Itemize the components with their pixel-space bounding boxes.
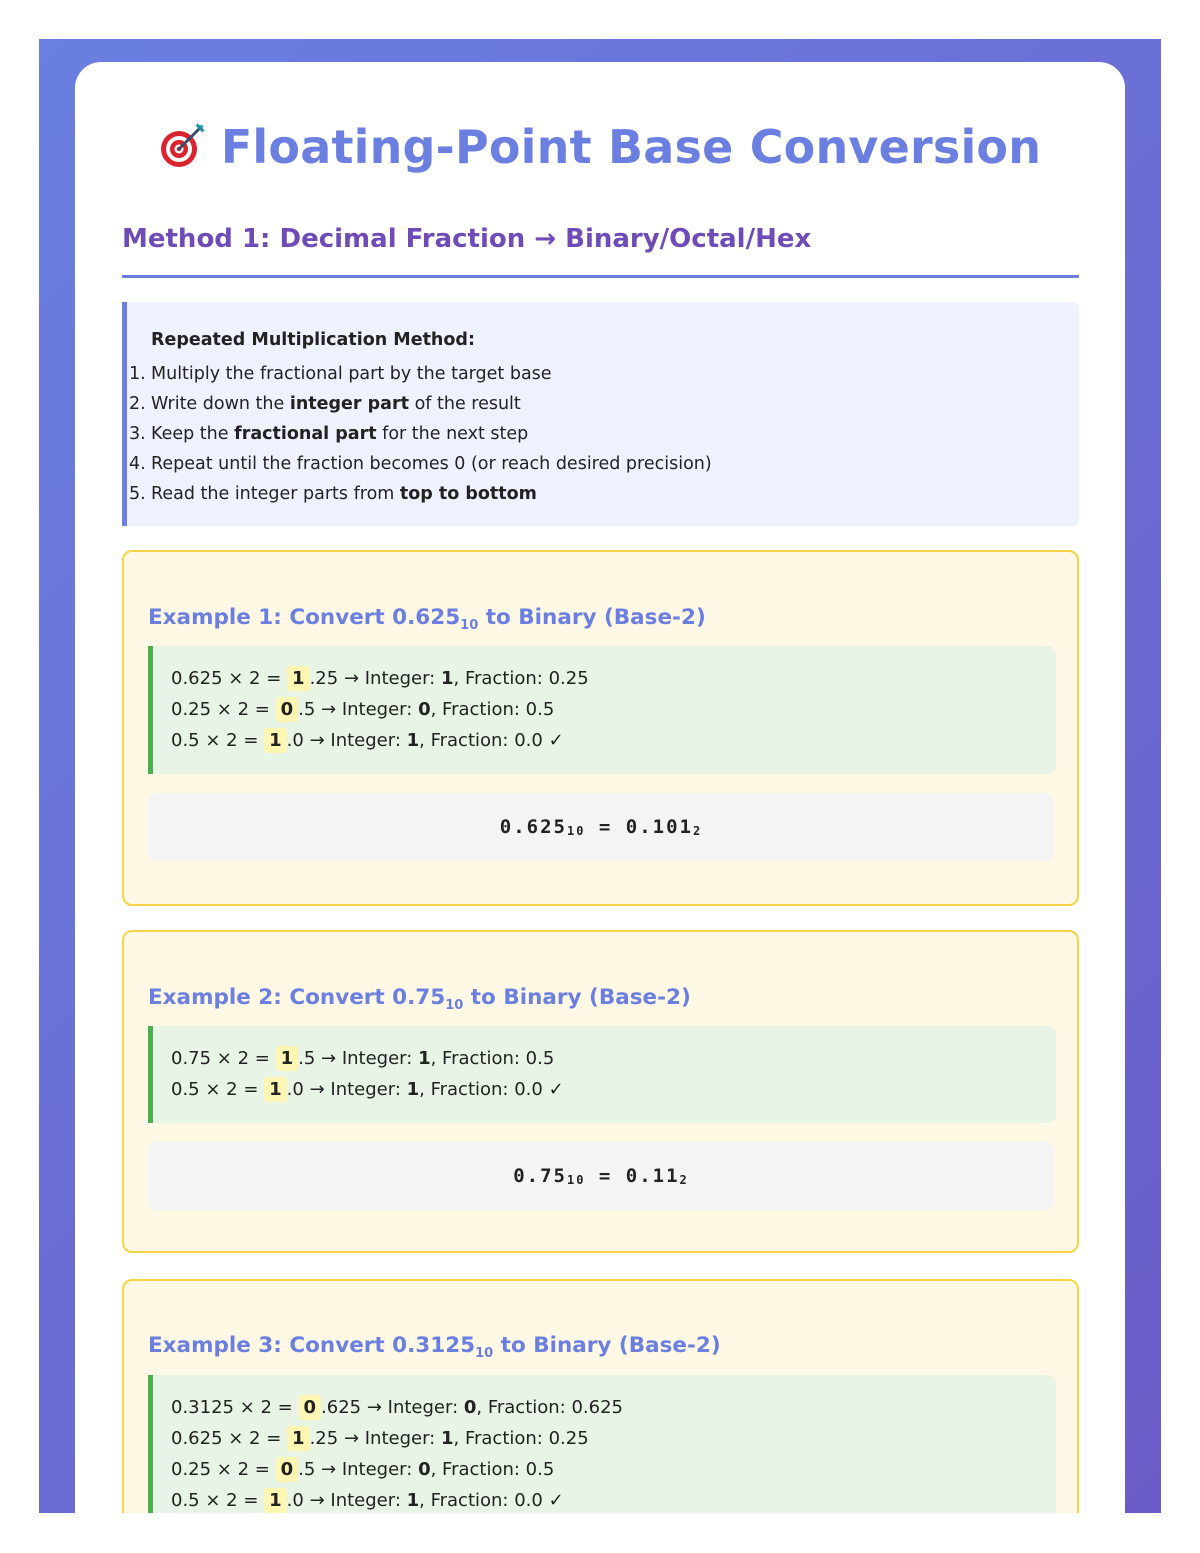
example-title: Example 2: Convert $0.75_{10}$ to Binary (Base-2) — [148, 985, 691, 1013]
content-card — [75, 62, 1125, 1513]
step-text: of the result — [409, 394, 521, 414]
example-steps-box — [148, 646, 1056, 774]
example-title: Example 3: Convert $0.3125_{10}$ to Binary (Base-2) — [148, 1333, 721, 1361]
example-title: Example 1: Convert $0.625_{10}$ to Binary (Base-2) — [148, 605, 706, 633]
method-step — [129, 419, 712, 449]
step-text: Multiply the fractional part by the target base — [151, 364, 552, 384]
method-step — [129, 359, 712, 389]
calculation-step: 0.5 × 2 = 1 .0 → Integer: 1, Fraction: 0.0 ✓ — [171, 730, 564, 751]
step-bold-text: integer part — [289, 394, 409, 414]
example-card-2 — [122, 930, 1079, 1253]
step-text: Repeat until the fraction becomes 0 (or reach desired precision) — [151, 454, 712, 474]
calculation-step: 0.75 × 2 = 1 .5 → Integer: 1, Fraction: 0.5 — [171, 1048, 555, 1069]
method-divider — [122, 275, 1079, 278]
page-title-text: Floating-Point Base Conversion — [220, 120, 1042, 174]
method-heading: Method 1: Decimal Fraction → Binary/Octal/Hex — [122, 224, 812, 254]
method-step — [129, 479, 712, 509]
step-number: 2. — [129, 394, 146, 414]
step-bold-text: top to bottom — [399, 484, 537, 504]
step-bold-text: fractional part — [234, 424, 377, 444]
step-number: 1. — [129, 364, 146, 384]
example-card-3 — [122, 1279, 1079, 1513]
example-steps-box — [148, 1375, 1056, 1513]
method-box-title: Repeated Multiplication Method: — [151, 330, 475, 350]
method-steps-list — [127, 359, 712, 509]
result-box: $0.625_{10} = 0.101_2$ — [148, 793, 1054, 861]
step-number: 3. — [129, 424, 146, 444]
page-title — [75, 120, 1125, 174]
page-background — [39, 39, 1161, 1513]
method-step — [129, 449, 712, 479]
calculation-step: 0.625 × 2 = 1 .25 → Integer: 1, Fraction: 0.25 — [171, 1428, 589, 1449]
example-card-1 — [122, 550, 1079, 906]
step-number: 5. — [129, 484, 146, 504]
calculation-step: 0.25 × 2 = 0 .5 → Integer: 0, Fraction: 0.5 — [171, 699, 555, 720]
calculation-step: 0.5 × 2 = 1 .0 → Integer: 1, Fraction: 0.0 ✓ — [171, 1079, 564, 1100]
step-number: 4. — [129, 454, 146, 474]
calculation-step: 0.3125 × 2 = 0 .625 → Integer: 0, Fraction: 0.625 — [171, 1397, 624, 1418]
step-text: Write down the — [151, 394, 290, 414]
calculation-step: 0.25 × 2 = 0 .5 → Integer: 0, Fraction: 0.5 — [171, 1459, 555, 1480]
step-text: Keep the — [151, 424, 235, 444]
step-text: for the next step — [376, 424, 529, 444]
calculation-step: 0.5 × 2 = 1 .0 → Integer: 1, Fraction: 0.0 ✓ — [171, 1490, 564, 1511]
dart-target-icon — [159, 121, 207, 169]
method-box — [122, 302, 1079, 526]
calculation-step: 0.625 × 2 = 1 .25 → Integer: 1, Fraction: 0.25 — [171, 668, 589, 689]
step-text: Read the integer parts from — [151, 484, 400, 504]
result-box: $0.75_{10} = 0.11_2$ — [148, 1142, 1054, 1210]
method-step — [129, 389, 712, 419]
example-steps-box — [148, 1026, 1056, 1123]
